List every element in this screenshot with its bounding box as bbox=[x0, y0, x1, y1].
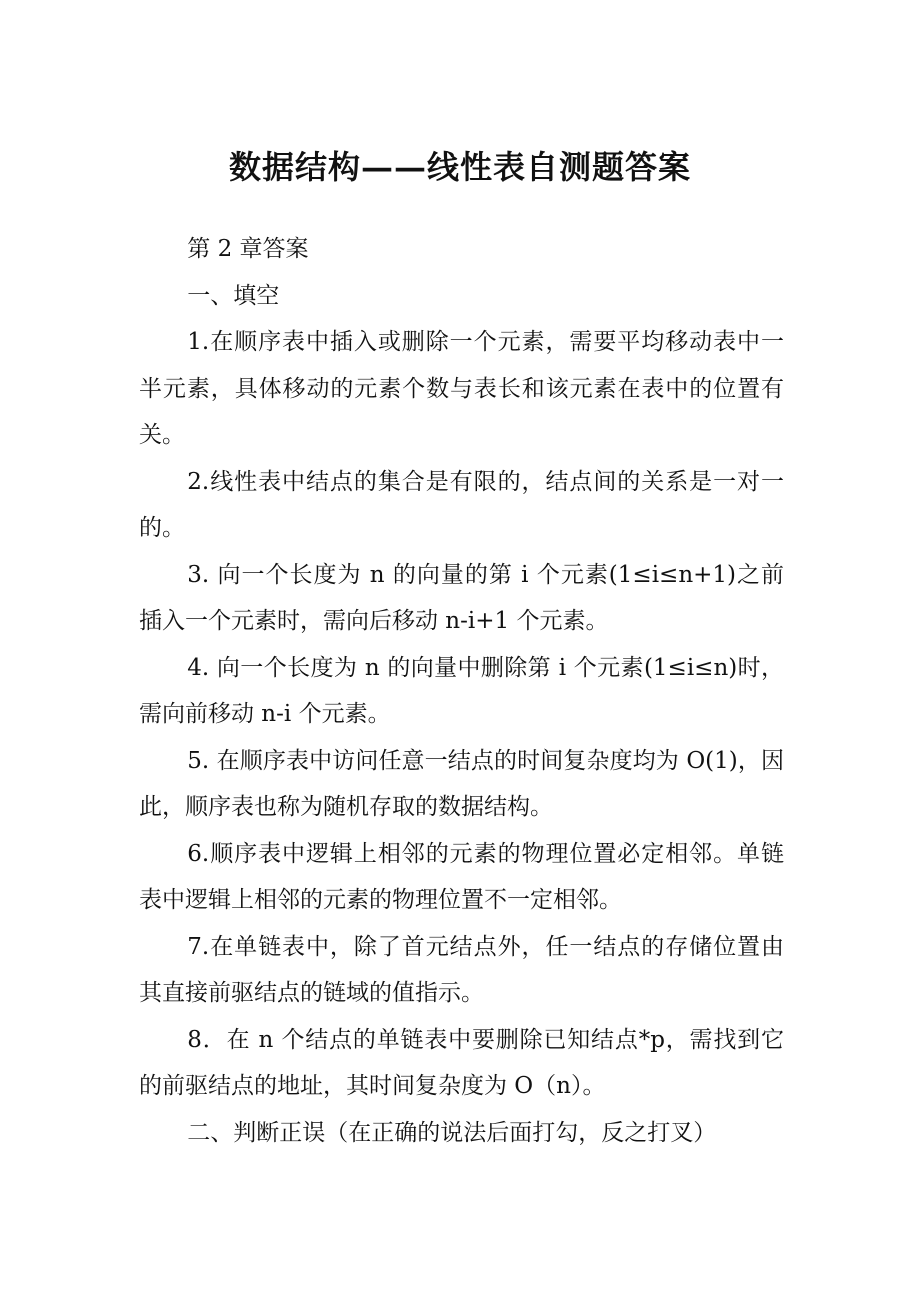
answer-item-1: 1.在顺序表中插入或删除一个元素，需要平均移动表中一半元素，具体移动的元素个数与表长和该元素在表中的位置有关。 bbox=[139, 329, 784, 448]
document-body bbox=[139, 226, 784, 1156]
answer-item-5: 5. 在顺序表中访问任意一结点的时间复杂度均为 O(1)，因此，顺序表也称为随机存取的数据结构。 bbox=[139, 747, 784, 820]
answer-item-3: 3. 向一个长度为 n 的向量的第 i 个元素(1≤i≤n+1)之前插入一个元素时，需向后移动 n-i+1 个元素。 bbox=[139, 561, 784, 634]
answer-item-7: 7.在单链表中，除了首元结点外，任一结点的存储位置由其直接前驱结点的链域的值指示。 bbox=[139, 933, 784, 1006]
answer-item-4: 4. 向一个长度为 n 的向量中删除第 i 个元素(1≤i≤n)时，需向前移动 n-i 个元素。 bbox=[139, 654, 784, 727]
section-heading-fill-blank: 一、填空 bbox=[187, 282, 280, 309]
document-title: 数据结构——线性表自测题答案 bbox=[228, 148, 691, 186]
answer-item-6: 6.顺序表中逻辑上相邻的元素的物理位置必定相邻。单链表中逻辑上相邻的元素的物理位置不一定相邻。 bbox=[139, 840, 784, 913]
answer-item-8: 8．在 n 个结点的单链表中要删除已知结点*p，需找到它的前驱结点的地址，其时间复杂度为 O（n）。 bbox=[139, 1026, 784, 1099]
section-heading-true-false: 二、判断正误（在正确的说法后面打勾，反之打叉） bbox=[187, 1119, 717, 1146]
chapter-heading: 第 2 章答案 bbox=[187, 236, 309, 262]
answer-item-2: 2.线性表中结点的集合是有限的，结点间的关系是一对一的。 bbox=[139, 468, 784, 541]
